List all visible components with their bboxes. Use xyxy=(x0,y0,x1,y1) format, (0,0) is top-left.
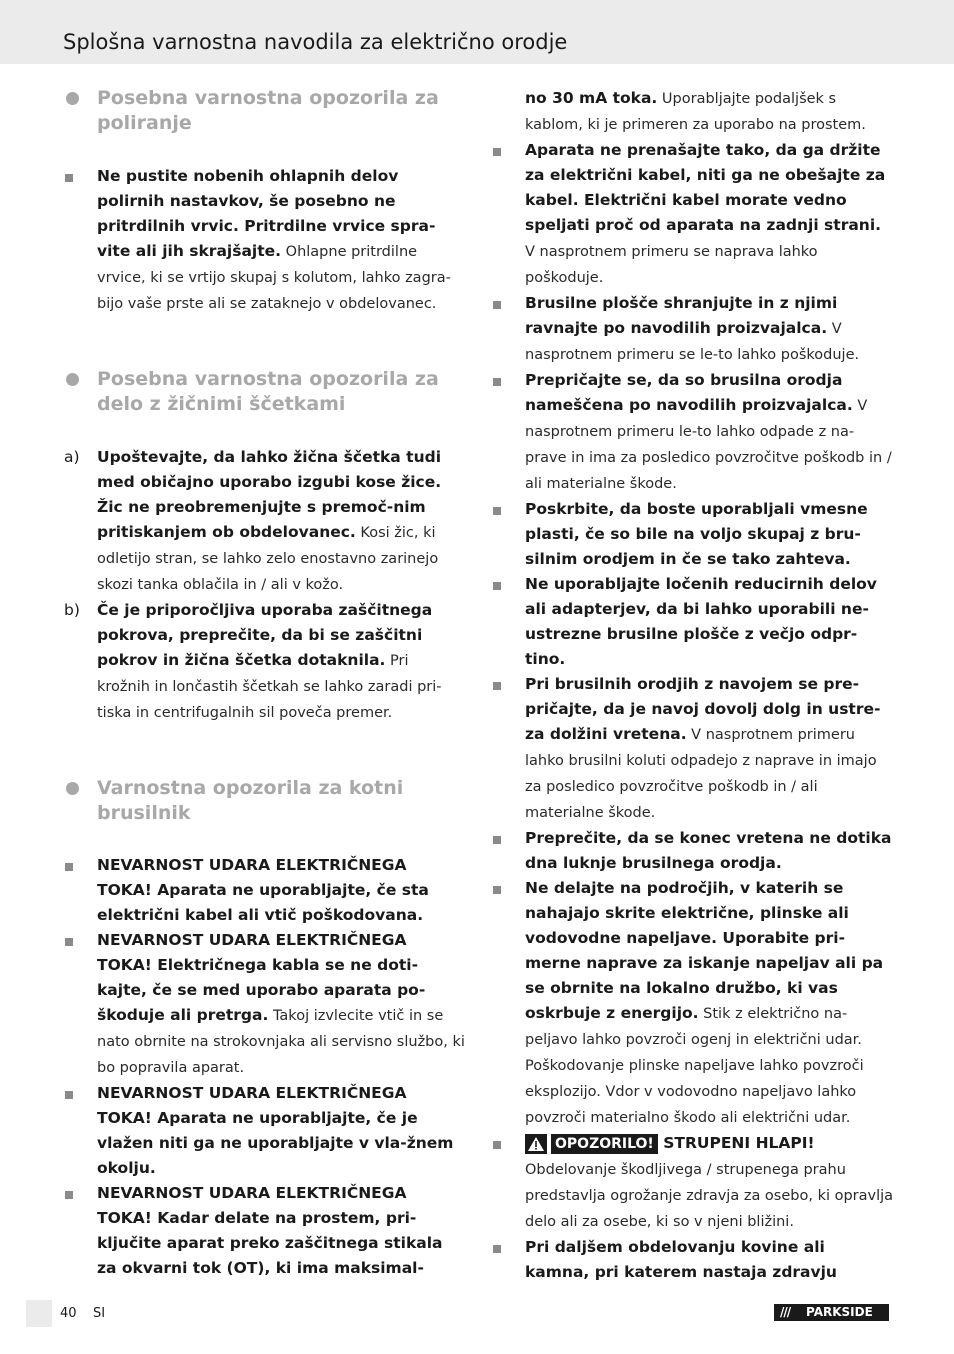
bullet-square-icon xyxy=(493,1141,501,1149)
bullet-circle-icon xyxy=(66,92,79,105)
page-number: 40 xyxy=(60,1306,77,1321)
list-item: Pri brusilnih orodjih z navojem se pre-pričajte, da je navoj dovolj dolg in ustre-za dolžini vretena. V nasprotnem primeru lahko brusilni koluti odpadejo z naprave in imajo za posledico povzročitve poškodb in / ali materialne škode. xyxy=(490,672,894,826)
list-item: b) Če je priporočljiva uporaba zaščitnega pokrova, preprečite, da bi se zaščitni pokrov in žična ščetka dotaknila. Pri krožnih in lončastih ščetkah se lahko zaradi pri-tiska in centrifugalnih sil poveča premer. xyxy=(64,601,442,721)
section-heading-angle-grinder: Varnostna opozorila za kotni brusilnik xyxy=(62,776,466,826)
page-header xyxy=(0,0,954,64)
list-item: NEVARNOST UDARA ELEKTRIČNEGA TOKA! Aparata ne uporabljajte, če je vlažen niti ga ne uporabljajte v vla-žnem okolju. xyxy=(62,1081,466,1181)
list-item: Prepričajte se, da so brusilna orodja nameščena po navodilih proizvajalca. V nasprotnem primeru le-to lahko odpade z na-prave in ima za posledico povzročitve poškodb in / ali materialne škode. xyxy=(490,368,894,497)
section-heading-wire-brushes: Posebna varnostna opozorila za delo z žičnimi ščetkami xyxy=(62,367,466,417)
left-column xyxy=(62,86,466,1281)
list-item: NEVARNOST UDARA ELEKTRIČNEGA TOKA! Kadar delate na prostem, pri-ključite aparat preko zaščitnega stikala za okvarni tok (OT), ki ima maksimal- xyxy=(62,1181,466,1281)
bullet-square-icon xyxy=(493,507,501,515)
list-item: Ne delajte na področjih, v katerih se nahajajo skrite električne, plinske ali vodovodne napeljave. Uporabite pri-merne naprave za iskanje napeljav ali pa se obrnite na lokalno družbo, ki vas oskrbuje z energijo. Stik z električno na-peljavo lahko povzroči ogenj in električni udar. Poškodovanje plinske napeljave lahko povzroči eksplozijo. Vdor v vodovodno napeljavo lahko povzroči materialno škodo ali električni udar. xyxy=(490,876,894,1131)
bullet-square-icon xyxy=(493,378,501,386)
list-item-warning: OPOZORILO! STRUPENI HLAPI! Obdelovanje škodljivega / strupenega prahu predstavlja ogrožanje zdravja za osebo, ki opravlja delo ali za osebe, ki so v njeni bližini. xyxy=(490,1131,894,1235)
list-item: a) Upoštevajte, da lahko žična ščetka tudi med običajno uporabo izgubi kose žice. Žic ne preobremenjujte s premoč-nim pritiskanjem ob obdelovanec. Kosi žic, ki odletijo stran, se lahko zelo enostavno zarinejo skozi tanka oblačila in / ali v kožo. xyxy=(64,448,442,593)
footer-marker xyxy=(26,1300,52,1327)
bullet-square-icon xyxy=(493,582,501,590)
bullet-circle-icon xyxy=(66,782,79,795)
bullet-square-icon xyxy=(65,938,73,946)
list-item: Aparata ne prenašajte tako, da ga držite za električni kabel, niti ga ne obešajte za kabel. Električni kabel morate vedno speljati proč od aparata na zadnji strani. V nasprotnem primeru se naprava lahko poškoduje. xyxy=(490,138,894,291)
bullet-square-icon xyxy=(65,1191,73,1199)
bullet-square-icon xyxy=(65,174,73,182)
bullet-square-icon xyxy=(65,863,73,871)
bullet-square-icon xyxy=(493,1245,501,1253)
bullet-square-icon xyxy=(65,1091,73,1099)
right-column xyxy=(490,86,894,1285)
list-item: Pri daljšem obdelovanju kovine ali kamna, pri katerem nastaja zdravju xyxy=(490,1235,894,1285)
list-item: Ne pustite nobenih ohlapnih delov polirnih nastavkov, še posebno ne pritrdilnih vrvic. Pritrdilne vrvice spra-vite ali jih skrajšajte. Ohlapne pritrdilne vrvice, ki se vrtijo skupaj s kolutom, lahko zagra-bijo vaše prste ali se zataknejo v obdelovanec. xyxy=(62,164,466,317)
bullet-square-icon xyxy=(493,682,501,690)
page-title: Splošna varnostna navodila za električno orodje xyxy=(63,30,568,54)
warning-triangle-icon xyxy=(525,1134,547,1154)
bullet-square-icon xyxy=(493,886,501,894)
list-item: NEVARNOST UDARA ELEKTRIČNEGA TOKA! Električnega kabla se ne doti-kajte, če se med uporabo aparata po-škoduje ali pretrga. Takoj izvlecite vtič in se nato obrnite na strokovnjaka ali servisno službo, ki bo popravila aparat. xyxy=(62,928,466,1081)
list-item: Ne uporabljajte ločenih reducirnih delov ali adapterjev, da bi lahko uporabili ne-ustrezne brusilne plošče z večjo odpr-tino. xyxy=(490,572,894,672)
list-item-continued: no 30 mA toka. Uporabljajte podaljšek s kablom, ki je primeren za uporabo na prostem. xyxy=(525,89,866,133)
warning-label: OPOZORILO! xyxy=(551,1134,658,1154)
bullet-square-icon xyxy=(493,301,501,309)
list-item: Brusilne plošče shranjujte in z njimi ravnajte po navodilih proizvajalca. V nasprotnem primeru se le-to lahko poškoduje. xyxy=(490,291,894,368)
bullet-square-icon xyxy=(493,836,501,844)
language-code: SI xyxy=(93,1306,106,1321)
list-item: NEVARNOST UDARA ELEKTRIČNEGA TOKA! Aparata ne uporabljajte, če sta električni kabel ali vtič poškodovana. xyxy=(62,853,466,928)
bullet-circle-icon xyxy=(66,373,79,386)
list-item: Preprečite, da se konec vretena ne dotika dna luknje brusilnega orodja. xyxy=(490,826,894,876)
section-heading-polishing: Posebna varnostna opozorila za poliranje xyxy=(62,86,466,136)
bullet-square-icon xyxy=(493,148,501,156)
brand-logo: /// PARKSIDE xyxy=(774,1304,889,1321)
list-item: Poskrbite, da boste uporabljali vmesne plasti, če so bile na voljo skupaj z bru-silnim orodjem in če se tako zahteva. xyxy=(490,497,894,572)
